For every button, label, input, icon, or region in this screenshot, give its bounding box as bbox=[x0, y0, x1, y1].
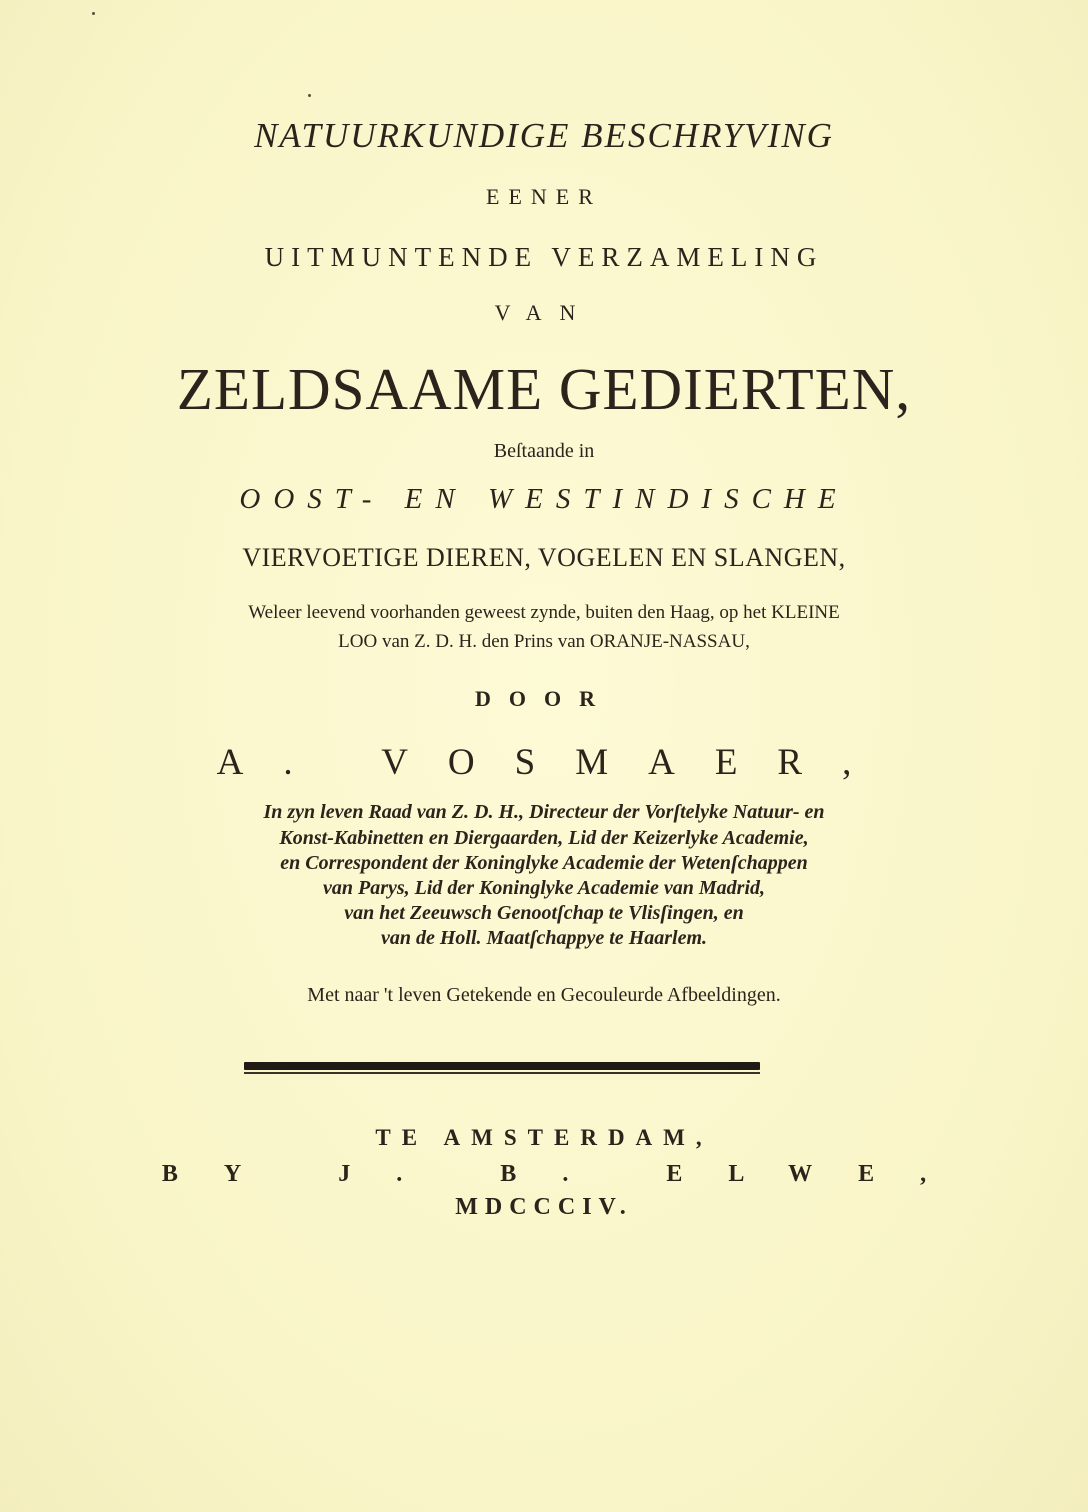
title-line-oost-westindische: OOST- EN WESTINDISCHE bbox=[239, 483, 849, 515]
title-line-van: VAN bbox=[494, 300, 594, 325]
description-line-2: LOO van Z. D. H. den Prins van ORANJE-NASSAU, bbox=[338, 631, 750, 652]
rule-thin-line bbox=[244, 1072, 760, 1074]
decorative-rule bbox=[244, 1062, 760, 1076]
author-name: A. VOSMAER, bbox=[216, 742, 892, 783]
credentials-line: van het Zeeuwsch Genootſchap te Vlisſingen, en bbox=[344, 902, 744, 924]
rule-thick-line bbox=[244, 1062, 760, 1070]
imprint-publisher: BY J. B. ELWE, bbox=[161, 1161, 973, 1187]
title-line-viervoetige: VIERVOETIGE DIEREN, VOGELEN EN SLANGEN, bbox=[242, 543, 846, 572]
title-line-natuurkundige: NATUURKUNDIGE BESCHRYVING bbox=[254, 116, 834, 155]
door-label: DOOR bbox=[475, 686, 613, 711]
credentials-line: van de Holl. Maatſchappye te Haarlem. bbox=[380, 927, 708, 949]
ink-speck bbox=[308, 94, 311, 97]
credentials-line: Konst-Kabinetten en Diergaarden, Lid der Keizerlyke Academie, bbox=[279, 827, 809, 849]
title-line-uitmuntende: UITMUNTENDE VERZAMELING bbox=[264, 242, 824, 272]
imprint-year: MDCCCIV. bbox=[455, 1194, 633, 1220]
credentials-line: en Correspondent der Koninglyke Academie der Wetenſchappen bbox=[280, 852, 808, 874]
illustrations-note: Met naar 't leven Getekende en Gecouleurde Afbeeldingen. bbox=[307, 984, 781, 1006]
credentials-line: van Parys, Lid der Koninglyke Academie van Madrid, bbox=[322, 877, 765, 899]
description-line-1: Weleer leevend voorhanden geweest zynde, buiten den Haag, op het KLEINE bbox=[248, 602, 840, 623]
title-line-eener: EENER bbox=[486, 184, 602, 209]
main-title: ZELDSAAME GEDIERTEN, bbox=[176, 356, 912, 422]
ink-speck bbox=[92, 12, 95, 15]
imprint-city: TE AMSTERDAM, bbox=[375, 1125, 713, 1150]
credentials-line: In zyn leven Raad van Z. D. H., Directeur der Vorſtelyke Natuur- en bbox=[263, 801, 825, 823]
title-line-bestaande: Beſtaande in bbox=[493, 440, 595, 462]
